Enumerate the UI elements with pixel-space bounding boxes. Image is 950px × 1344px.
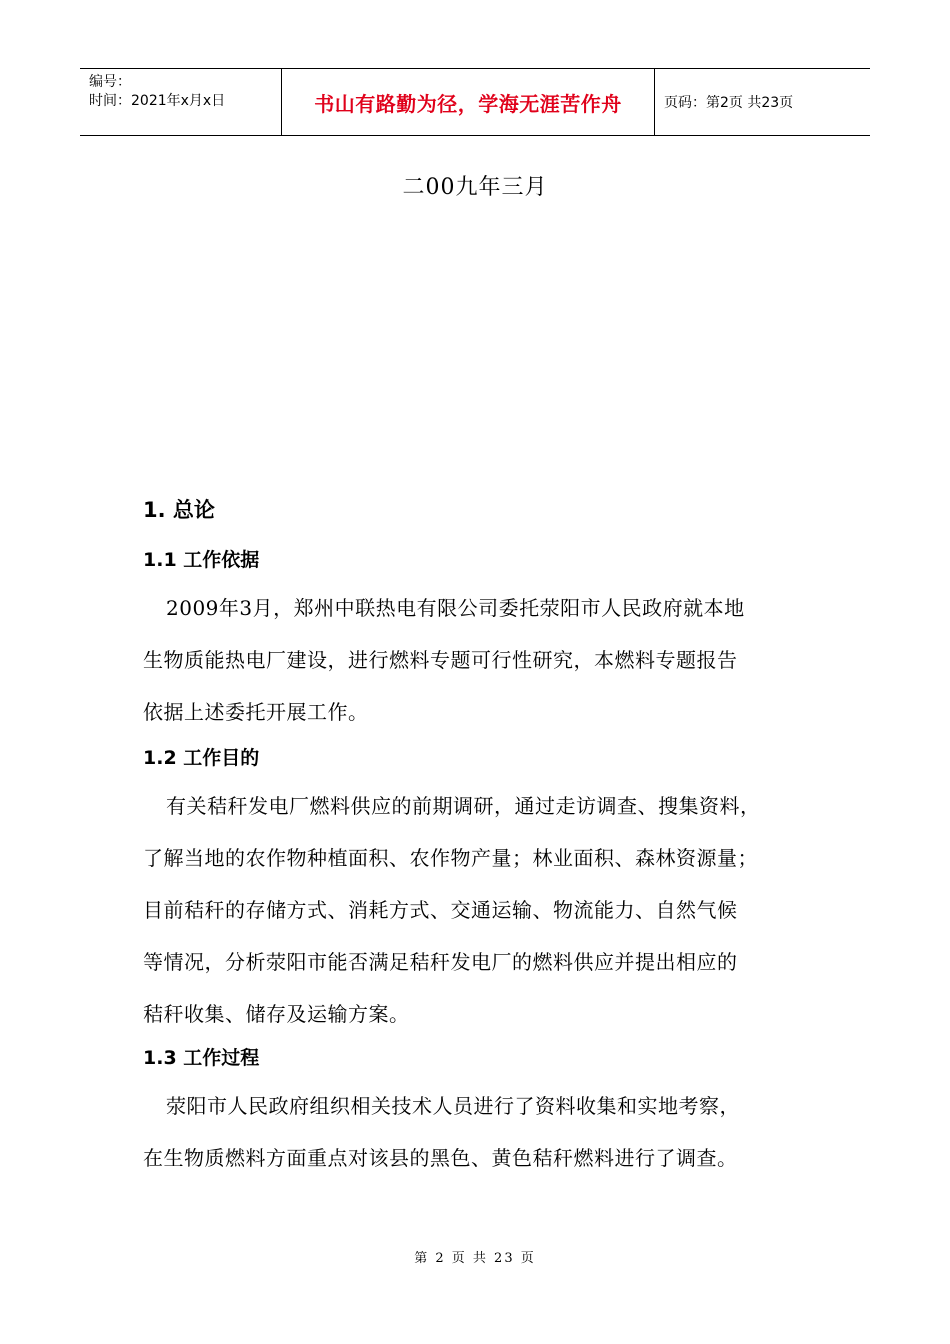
subsection-heading-purpose: 1.2 工作目的 <box>143 747 260 769</box>
header-motto: 书山有路勤为径，学海无涯苦作舟 <box>282 69 655 135</box>
paragraph-line: 等情况，分析荥阳市能否满足秸秆发电厂的燃料供应并提出相应的 <box>143 950 738 974</box>
paragraph-line: 荥阳市人民政府组织相关技术人员进行了资料收集和实地考察， <box>166 1094 740 1118</box>
paragraph-line: 2009年3月，郑州中联热电有限公司委托荥阳市人民政府就本地 <box>166 596 745 620</box>
date-title: 二00九年三月 <box>402 175 548 200</box>
page-footer: 第 2 页 共 23 页 <box>414 1251 536 1266</box>
subsection-heading-basis: 1.1 工作依据 <box>143 549 260 571</box>
number-label: 编号： <box>89 74 131 90</box>
time-label: 时间：2021年x月x日 <box>89 93 226 109</box>
paragraph-line: 有关秸秆发电厂燃料供应的前期调研，通过走访调查、搜集资料， <box>166 794 761 818</box>
subsection-heading-process: 1.3 工作过程 <box>143 1047 260 1069</box>
paragraph-purpose <box>143 780 843 1040</box>
paragraph-line: 秸秆收集、储存及运输方案。 <box>143 1002 410 1026</box>
paragraph-line: 了解当地的农作物种植面积、农作物产量；林业面积、森林资源量； <box>143 846 758 870</box>
header-page-info: 页码：第2页 共23页 <box>664 95 794 111</box>
header-table <box>80 68 870 136</box>
section-heading-overview: 1. 总论 <box>143 498 215 522</box>
paragraph-line: 依据上述委托开展工作。 <box>143 700 369 724</box>
paragraph-line: 生物质能热电厂建设，进行燃料专题可行性研究，本燃料专题报告 <box>143 648 738 672</box>
paragraph-process <box>143 1080 843 1184</box>
header-meta-cell <box>80 69 282 135</box>
paragraph-line: 目前秸秆的存储方式、消耗方式、交通运输、物流能力、自然气候 <box>143 898 738 922</box>
paragraph-line: 在生物质燃料方面重点对该县的黑色、黄色秸秆燃料进行了调查。 <box>143 1146 738 1170</box>
paragraph-basis <box>143 582 843 738</box>
